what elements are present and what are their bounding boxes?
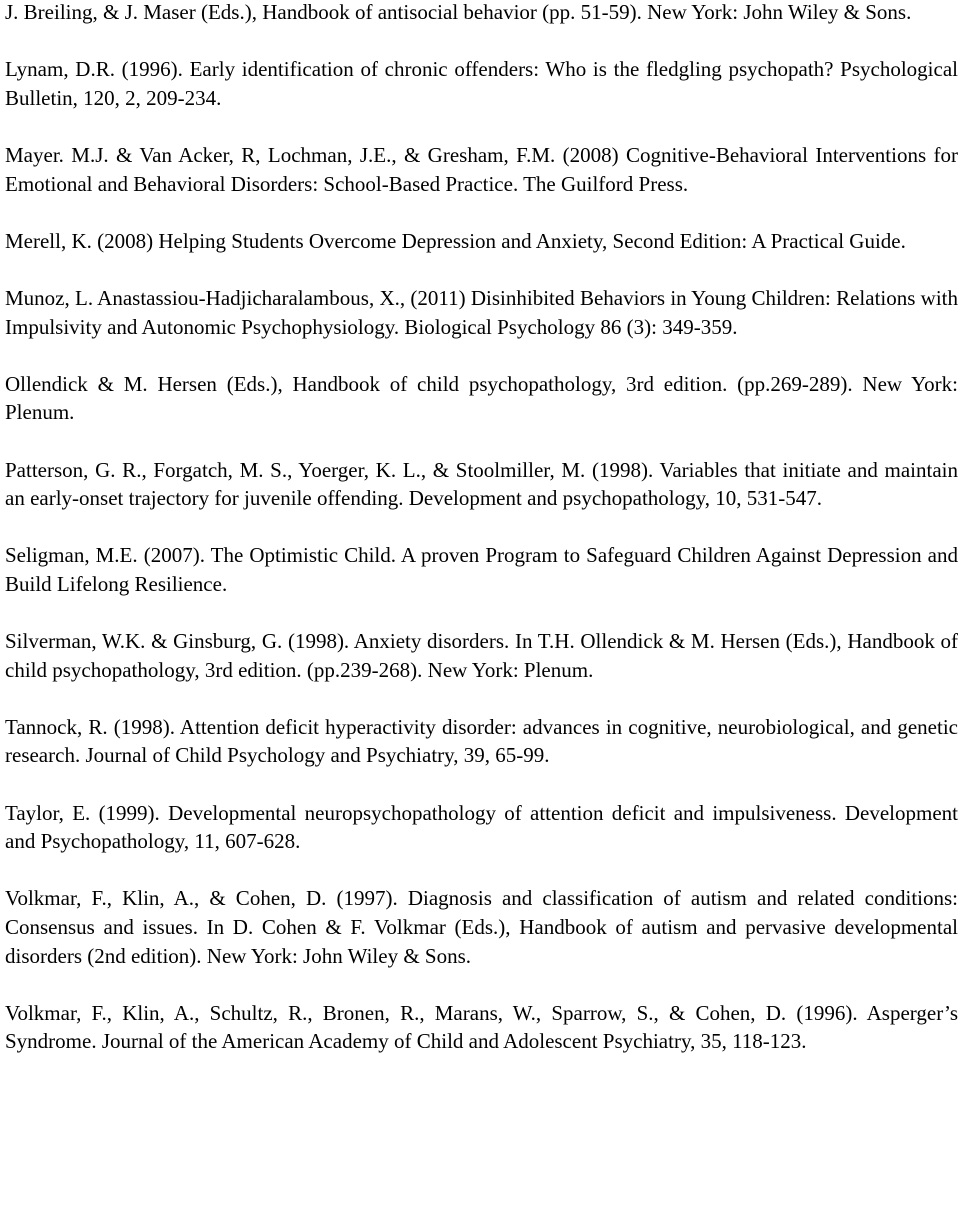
reference-entry: J. Breiling, & J. Maser (Eds.), Handbook of antisocial behavior (pp. 51-59). New York: John Wiley & Sons. [5,0,912,24]
reference-entry: Taylor, E. (1999). Developmental neuropsychopathology of attention deficit and impulsiveness. Development and Psychopathology, 11, 607-628. [5,800,958,854]
reference-entry: Volkmar, F., Klin, A., Schultz, R., Bronen, R., Marans, W., Sparrow, S., & Cohen, D. (1996). Asperger’s Syndrome. Journal of the American Academy of Child and Adolescent Psychiatry, 35, 118-123. [5,1000,958,1054]
reference-entry: Ollendick & M. Hersen (Eds.), Handbook of child psychopathology, 3rd edition. (pp.269-289). New York: Plenum. [5,371,958,425]
reference-entry: Munoz, L. Anastassiou-Hadjicharalambous, X., (2011) Disinhibited Behaviors in Young Children: Relations with Impulsivity and Autonomic Psychophysiology. Biological Psychology 86 (3): 349-359. [5,285,958,339]
reference-entry: Silverman, W.K. & Ginsburg, G. (1998). Anxiety disorders. In T.H. Ollendick & M. Hersen (Eds.), Handbook of child psychopathology, 3rd edition. (pp.239-268). New York: Plenum. [5,629,958,682]
reference-entry: Volkmar, F., Klin, A., & Cohen, D. (1997). Diagnosis and classification of autism and related conditions: Consensus and issues. In D. Cohen & F. Volkmar (Eds.), Handbook of autism and pervasive developmental disorders (2nd edition). New York: John Wiley & Sons. [5,886,958,968]
reference-entry: Mayer. M.J. & Van Acker, R, Lochman, J.E., & Gresham, F.M. (2008) Cognitive-Behavioral Interventions for Emotional and Behavioral Disorders: School-Based Practice. The Guilford Press. [5,142,958,196]
reference-entry: Lynam, D.R. (1996). Early identification of chronic offenders: Who is the fledgling psychopath? Psychological Bulletin, 120, 2, 209-234. [5,57,958,110]
reference-entry: Seligman, M.E. (2007). The Optimistic Child. A proven Program to Safeguard Children Against Depression and Build Lifelong Resilience. [5,543,958,596]
reference-list [5,0,958,1085]
reference-entry: Tannock, R. (1998). Attention deficit hyperactivity disorder: advances in cognitive, neurobiological, and genetic research. Journal of Child Psychology and Psychiatry, 39, 65-99. [5,714,958,768]
reference-entry: Patterson, G. R., Forgatch, M. S., Yoerger, K. L., & Stoolmiller, M. (1998). Variables that initiate and maintain an early-onset trajectory for juvenile offending. Development and psychopathology, 10, 531-547. [5,457,958,511]
reference-entry: Merell, K. (2008) Helping Students Overcome Depression and Anxiety, Second Edition: A Practical Guide. [5,228,906,253]
